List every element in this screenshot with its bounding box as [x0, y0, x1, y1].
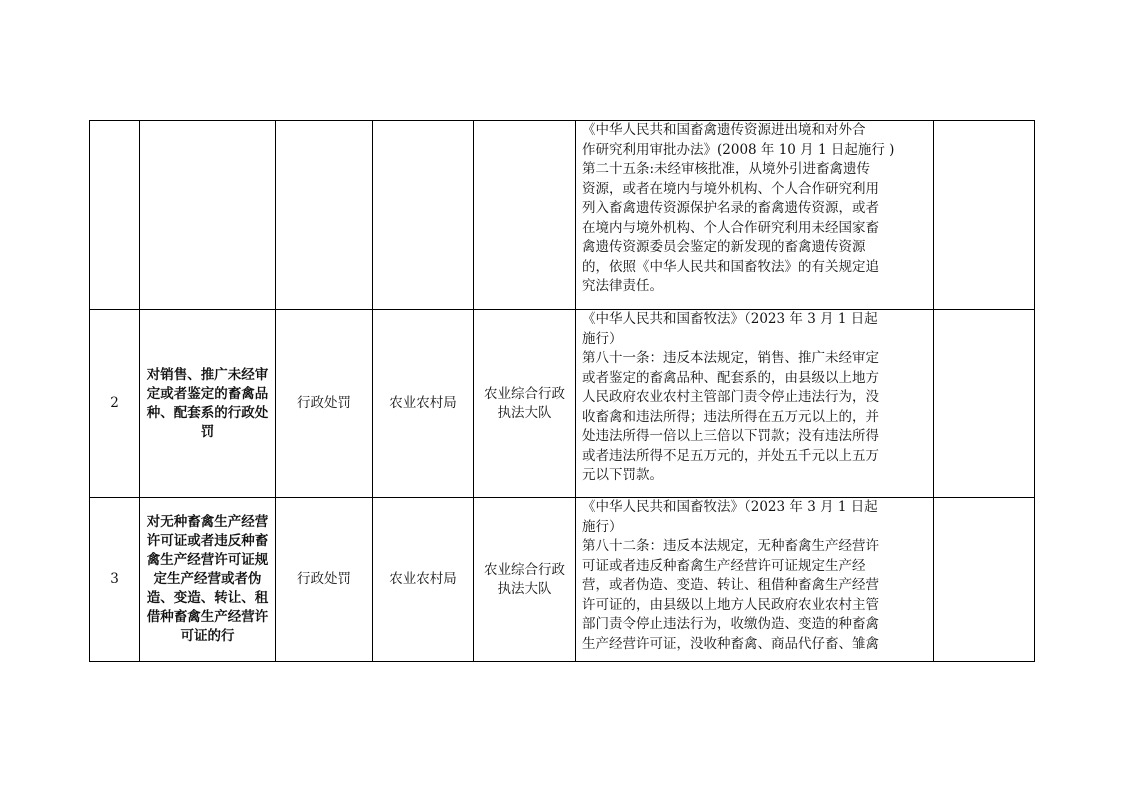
basis-line: 可证或者违反种畜禽生产经营许可证规定生产经 — [582, 557, 866, 574]
executor: 农业综合行政执法大队 — [474, 310, 576, 498]
basis-line: 生产经营许可证，没收种畜禽、商品代仔畜、雏禽 — [582, 635, 879, 652]
table-row — [90, 310, 1035, 498]
item-category — [276, 121, 373, 310]
legal-basis — [576, 498, 934, 662]
basis-line: 究法律责任。 — [582, 278, 663, 294]
basis-line: 《中华人民共和国畜禽遗传资源进出境和对外合 — [582, 122, 866, 138]
basis-line: 元以下罚款。 — [582, 467, 663, 483]
basis-line: 第八十二条：违反本法规定，无种畜禽生产经营许 — [582, 538, 879, 554]
basis-line: 禽遗传资源委员会鉴定的新发现的畜禽遗传资源 — [582, 239, 866, 255]
item-name: 对无种畜禽生产经营许可证或者违反种畜禽生产经营许可证规定生产经营或者伪造、变造、转让、租借种畜禽生产经营许可证的行 — [140, 498, 276, 662]
basis-line: 在境内与境外机构、个人合作研究利用未经国家畜 — [582, 219, 879, 236]
basis-line: 或者鉴定的畜禽品种、配套系的，由县级以上地方 — [582, 369, 879, 386]
remark — [934, 121, 1035, 310]
basis-line: 营，或者伪造、变造、转让、租借种畜禽生产经营 — [582, 577, 879, 593]
basis-line: 资源，或者在境内与境外机构、个人合作研究利用 — [582, 180, 879, 197]
legal-basis — [576, 310, 934, 498]
executor — [474, 121, 576, 310]
item-category: 行政处罚 — [276, 498, 373, 662]
department: 农业农村局 — [373, 310, 474, 498]
basis-line: 施行） — [582, 330, 623, 347]
department: 农业农村局 — [373, 498, 474, 662]
basis-line: 第八十一条：违反本法规定，销售、推广未经审定 — [582, 350, 879, 366]
basis-line: 或者违法所得不足五万元的，并处五千元以上五万 — [582, 447, 879, 464]
basis-line: 列入畜禽遗传资源保护名录的畜禽遗传资源，或者 — [582, 200, 879, 216]
row-number — [90, 121, 140, 310]
remark — [934, 310, 1035, 498]
remark — [934, 498, 1035, 662]
department — [373, 121, 474, 310]
basis-line: 收畜禽和违法所得；违法所得在五万元以上的，并 — [582, 408, 879, 425]
basis-line: 作研究利用审批办法》(2008 年 10 月 1 日起施行 ) — [582, 141, 895, 158]
enforcement-table — [89, 120, 1035, 662]
row-number: 3 — [90, 498, 140, 662]
basis-line: 施行） — [582, 518, 623, 535]
item-name: 对销售、推广未经审定或者鉴定的畜禽品种、配套系的行政处罚 — [140, 310, 276, 498]
basis-line: 处违法所得一倍以上三倍以下罚款；没有违法所得 — [582, 428, 879, 444]
basis-line: 《中华人民共和国畜牧法》（2023 年 3 月 1 日起 — [582, 311, 878, 327]
basis-line: 部门责令停止违法行为，收缴伪造、变造的种畜禽 — [582, 616, 879, 632]
table-row — [90, 498, 1035, 662]
basis-line: 许可证的，由县级以上地方人民政府农业农村主管 — [582, 596, 879, 613]
basis-line: 人民政府农业农村主管部门责令停止违法行为，没 — [582, 389, 879, 405]
legal-basis — [576, 121, 934, 310]
row-number: 2 — [90, 310, 140, 498]
basis-line: 的，依照《中华人民共和国畜牧法》的有关规定追 — [582, 258, 879, 275]
basis-line: 《中华人民共和国畜牧法》（2023 年 3 月 1 日起 — [582, 499, 878, 515]
item-category: 行政处罚 — [276, 310, 373, 498]
item-name — [140, 121, 276, 310]
basis-line: 第二十五条:未经审核批准，从境外引进畜禽遗传 — [582, 161, 871, 177]
executor: 农业综合行政执法大队 — [474, 498, 576, 662]
table-row — [90, 121, 1035, 310]
